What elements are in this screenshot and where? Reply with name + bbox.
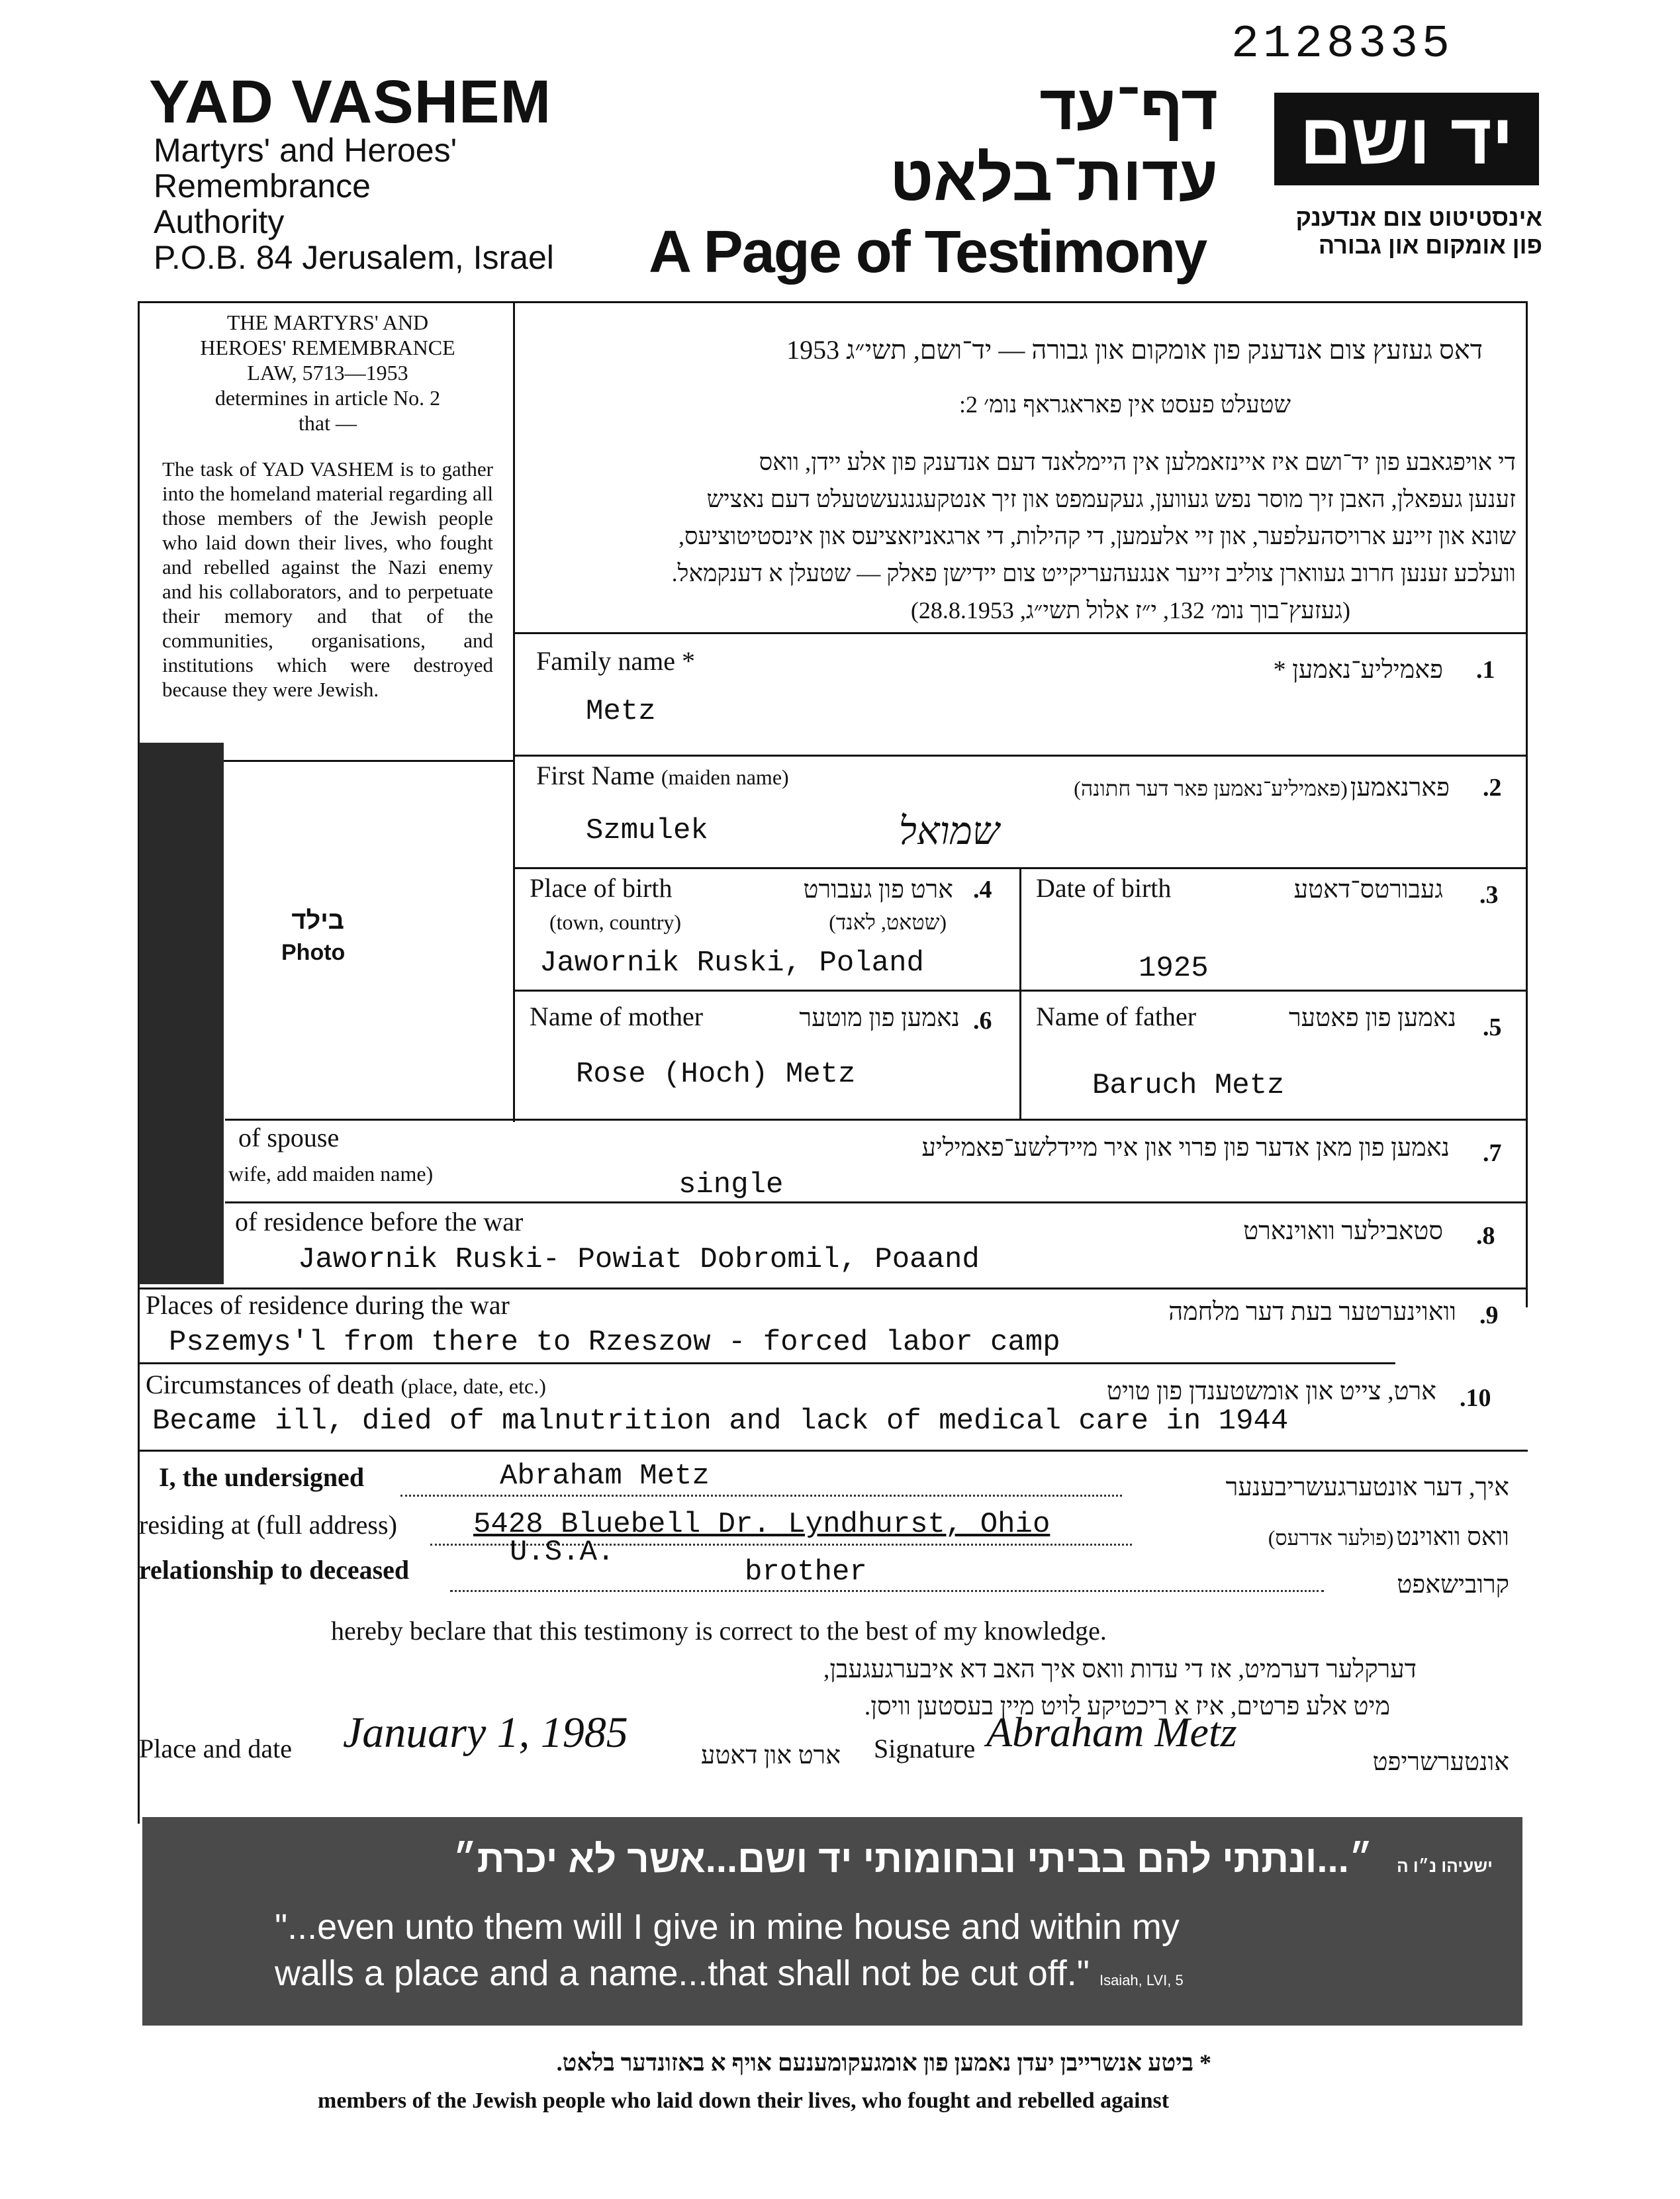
spouse-value: single: [678, 1168, 784, 1201]
signature-label-yiddish: אונטערשריפט: [1372, 1748, 1509, 1776]
first-name-handwritten: שמואל: [898, 810, 1000, 853]
frame-right: [1526, 301, 1528, 1307]
place-of-birth-label-yiddish: ארט פון געבורט: [803, 876, 953, 904]
place-date-label-yiddish: ארט און דאטע: [700, 1742, 841, 1769]
law-heading-line: HEROES' REMEMBRANCE: [200, 336, 455, 359]
law-yiddish-title: דאס געזעץ צום אנדענק פון אומקום און גבורה — יד־ושם, תשי״ג 1953: [786, 335, 1483, 365]
law-yiddish-line: וועלכע זענען חרוב געווארן צוליב זייער אנגעהעריקייט צום יידישן פאלק — שטעלן א דענקמאל.: [671, 560, 1516, 586]
row-divider: [513, 990, 1528, 992]
residence-during-label-yiddish: וואוינערטער בעת דער מלחמה: [1168, 1298, 1456, 1326]
org-subtitle: [154, 132, 617, 275]
residing-heb-text: וואס וואוינט: [1396, 1523, 1509, 1551]
undersigned-line: [400, 1495, 1122, 1497]
field-number: .7: [1483, 1139, 1502, 1167]
first-name-heb-text: פארנאמען: [1350, 774, 1450, 802]
relationship-label-yiddish: קרובישאפט: [1397, 1571, 1509, 1599]
date-of-birth-label: Date of birth: [1036, 873, 1172, 903]
declaration-statement-yiddish-2: מיט אלע פרטים, איז א ריכטיקע לויט מיין בעסטען וויסן.: [864, 1693, 1390, 1720]
law-heading-line: that —: [299, 411, 357, 435]
residence-before-value: Jawornik Ruski- Powiat Dobromil, Poaand: [298, 1243, 980, 1276]
law-yiddish-line: די אויפגאבע פון יד־ושם איז איינזאמלען אין היימלאנד דעם אנדענק פון אלע יידן, וואס: [759, 449, 1516, 475]
title-yiddish-2: עדות־בלאט: [890, 143, 1218, 214]
law-heading: [149, 310, 506, 436]
deceased-photo: [139, 743, 224, 1284]
family-name-label: Family name *: [536, 646, 695, 676]
mother-name-label: Name of mother: [530, 1002, 704, 1031]
date-of-birth-label-yiddish: געבורטס־דאטע: [1293, 876, 1443, 904]
place-of-birth-value: Jawornik Ruski, Poland: [539, 947, 924, 980]
yad-vashem-logo: יד ושם: [1274, 93, 1539, 185]
declaration-statement: hereby beclare that this testimony is correct to the best of my knowledge.: [331, 1616, 1107, 1646]
field-number: .9: [1479, 1301, 1499, 1329]
field-number: .8: [1476, 1222, 1495, 1250]
declaration-statement-yiddish-1: דערקלער דערמיט, אז די עדות וואס איך האב דא איבערגעגעבן,: [823, 1656, 1417, 1683]
place-of-birth-note: (town, country): [549, 910, 682, 934]
footer-english: members of the Jewish people who laid down their lives, who fought and rebelled against: [318, 2088, 1170, 2113]
law-yiddish-line: (געזעץ־בוך נומ׳ 132, י״ז אלול תשי״ג, 28.8.1953): [910, 597, 1350, 624]
page-title: A Page of Testimony: [649, 219, 1207, 285]
law-column-divider: [513, 301, 515, 1122]
residence-before-label: of residence before the war: [235, 1207, 524, 1237]
father-name-value: Baruch Metz: [1092, 1069, 1285, 1102]
footer-yiddish: * ביטע אנשרייבן יעדן נאמען פון אומגעקומענעם אויף א באזונדער בלאט.: [556, 2049, 1211, 2076]
banner-hebrew-ref: ישעיהו נ״ו ה: [1397, 1856, 1493, 1876]
photo-label-yiddish: בילד: [291, 907, 344, 935]
field-number: .10: [1460, 1384, 1491, 1412]
law-heading-line: determines in article No. 2: [214, 386, 441, 410]
place-of-birth-note-yiddish: (שטאט, לאנד): [829, 910, 947, 934]
field-number: .2: [1483, 774, 1502, 802]
date-of-birth-value: 1925: [1139, 952, 1209, 985]
institute-line-2: פון אומקום און גבורה: [1318, 232, 1542, 259]
first-name-value: Szmulek: [586, 814, 708, 847]
row-divider: [138, 1362, 1395, 1364]
field-number: .5: [1483, 1013, 1502, 1041]
column-divider: [1019, 867, 1021, 1119]
law-yiddish-line: שונא און זיינע ארויסהעלפער, און זיי אלעמען, די קהילות, די ארגאניזאציעס און אינסטיטוציעס,: [678, 523, 1516, 549]
banner-hebrew: [169, 1837, 1493, 1881]
first-name-label-note: (maiden name): [661, 765, 789, 789]
mother-name-value: Rose (Hoch) Metz: [576, 1058, 856, 1091]
father-name-label-yiddish: נאמען פון פאטער: [1288, 1004, 1456, 1032]
circumstances-label-note: (place, date, etc.): [400, 1374, 546, 1398]
law-heading-line: THE MARTYRS' AND: [226, 310, 429, 334]
residing-label: residing at (full address): [139, 1510, 397, 1540]
field-number: .1: [1476, 656, 1495, 684]
law-heading-line: LAW, 5713—1953: [247, 361, 408, 385]
field-number: .6: [973, 1007, 992, 1035]
undersigned-label-yiddish: איך, דער אונטערגעשריבענער: [1225, 1474, 1509, 1501]
field-number: .4: [973, 876, 992, 904]
first-name-label: [536, 760, 789, 791]
photo-label: Photo: [281, 940, 346, 965]
org-sub-line: Martyrs' and Heroes': [154, 132, 457, 169]
law-yiddish-text: [530, 444, 1516, 629]
org-name: YAD VASHEM: [149, 68, 552, 136]
banner-english-line-2: [275, 1953, 1184, 1994]
relationship-value: brother: [745, 1556, 867, 1589]
father-name-label: Name of father: [1036, 1002, 1197, 1031]
row-divider: [225, 1119, 1528, 1121]
banner-english-line-1: "...even unto them will I give in mine house and within my: [275, 1907, 1180, 1947]
field-number: .3: [1479, 881, 1499, 909]
institute-line-1: אינסטיטוט צום אנדענק: [1295, 204, 1542, 231]
place-date-label: Place and date: [139, 1734, 292, 1763]
residence-during-label: Places of residence during the war: [146, 1290, 510, 1320]
scripture-banner: [142, 1817, 1522, 2026]
frame-top: [138, 301, 1528, 303]
org-sub-line: Authority: [154, 203, 285, 240]
banner-english-text: walls a place and a name...that shall not be cut off.": [275, 1953, 1090, 1993]
law-yiddish-subtitle: שטעלט פעסט אין פאראגראף נומ׳ 2:: [958, 391, 1291, 418]
row-divider: [513, 632, 1528, 634]
row-divider: [138, 1450, 1528, 1452]
org-sub-line: Remembrance: [154, 167, 371, 205]
banner-hebrew-text: ״...ונתתי להם בביתי ובחומותי יד ושם...אשר לא יכרת״: [453, 1838, 1373, 1881]
undersigned-value: Abraham Metz: [500, 1460, 710, 1493]
circumstances-value: Became ill, died of malnutrition and lack of medical care in 1944: [152, 1405, 1289, 1438]
residence-before-label-yiddish: סטאבילער וואוינארט: [1243, 1217, 1443, 1245]
undersigned-label: I, the undersigned: [159, 1462, 365, 1492]
spouse-label-yiddish: נאמען פון מאן אדער פון פרוי און איר מיידלשע־פאמיליע: [921, 1134, 1450, 1162]
document-number: 2128335: [1231, 19, 1454, 71]
title-yiddish-1: דף־עד: [1039, 72, 1218, 143]
circumstances-label-text: Circumstances of death: [146, 1370, 395, 1399]
law-body: The task of YAD VASHEM is to gather into the homeland material regarding all those members of the Jewish people who laid down their lives, who fought and rebelled against the Nazi enemy and his collaborators, and to perpetuate their memory and that of the communities, organisations, and institutions which were destroyed because they were Jewish.: [162, 457, 493, 701]
place-of-birth-label: Place of birth: [530, 873, 673, 903]
signature-value: Abraham Metz: [986, 1708, 1237, 1755]
place-date-value: January 1, 1985: [343, 1708, 628, 1757]
banner-english-ref: Isaiah, LVI, 5: [1099, 1972, 1184, 1988]
signature-label: Signature: [874, 1734, 976, 1763]
residing-heb-note: (פולער אדרעס): [1268, 1526, 1394, 1550]
law-yiddish-line: זענען געפאלן, האבן זיך מוסר נפש געווען, געקעמפט און זיך אנטקעגנגעשטעלט דעם נאציש: [706, 486, 1516, 512]
row-divider: [513, 755, 1528, 757]
circumstances-label: [146, 1369, 546, 1400]
relationship-line: [450, 1590, 1324, 1592]
first-name-label-text: First Name: [536, 761, 655, 790]
spouse-label: of spouse: [238, 1123, 340, 1152]
residing-value-country: U.S.A.: [510, 1536, 615, 1569]
relationship-label: relationship to deceased: [139, 1555, 410, 1585]
org-sub-line: P.O.B. 84 Jerusalem, Israel: [154, 239, 554, 276]
row-divider: [225, 1201, 1528, 1203]
family-name-value: Metz: [586, 695, 656, 728]
family-name-label-yiddish: פאמיליע־נאמען *: [1273, 656, 1443, 684]
circumstances-label-yiddish: ארט, צייט און אומשטענדן פון טויט: [1106, 1378, 1436, 1405]
spouse-note: wife, add maiden name): [228, 1162, 434, 1186]
first-name-label-yiddish: [993, 773, 1450, 802]
first-name-heb-note: (פאמיליע־נאמען פאר דער חתונה): [1074, 776, 1348, 800]
residing-label-yiddish: [1178, 1522, 1509, 1552]
residing-value: 5428 Bluebell Dr. Lyndhurst, Ohio: [473, 1508, 1050, 1541]
residence-during-value: Pszemys'l from there to Rzeszow - forced labor camp: [169, 1326, 1060, 1359]
mother-name-label-yiddish: נאמען פון מוטער: [799, 1004, 960, 1032]
